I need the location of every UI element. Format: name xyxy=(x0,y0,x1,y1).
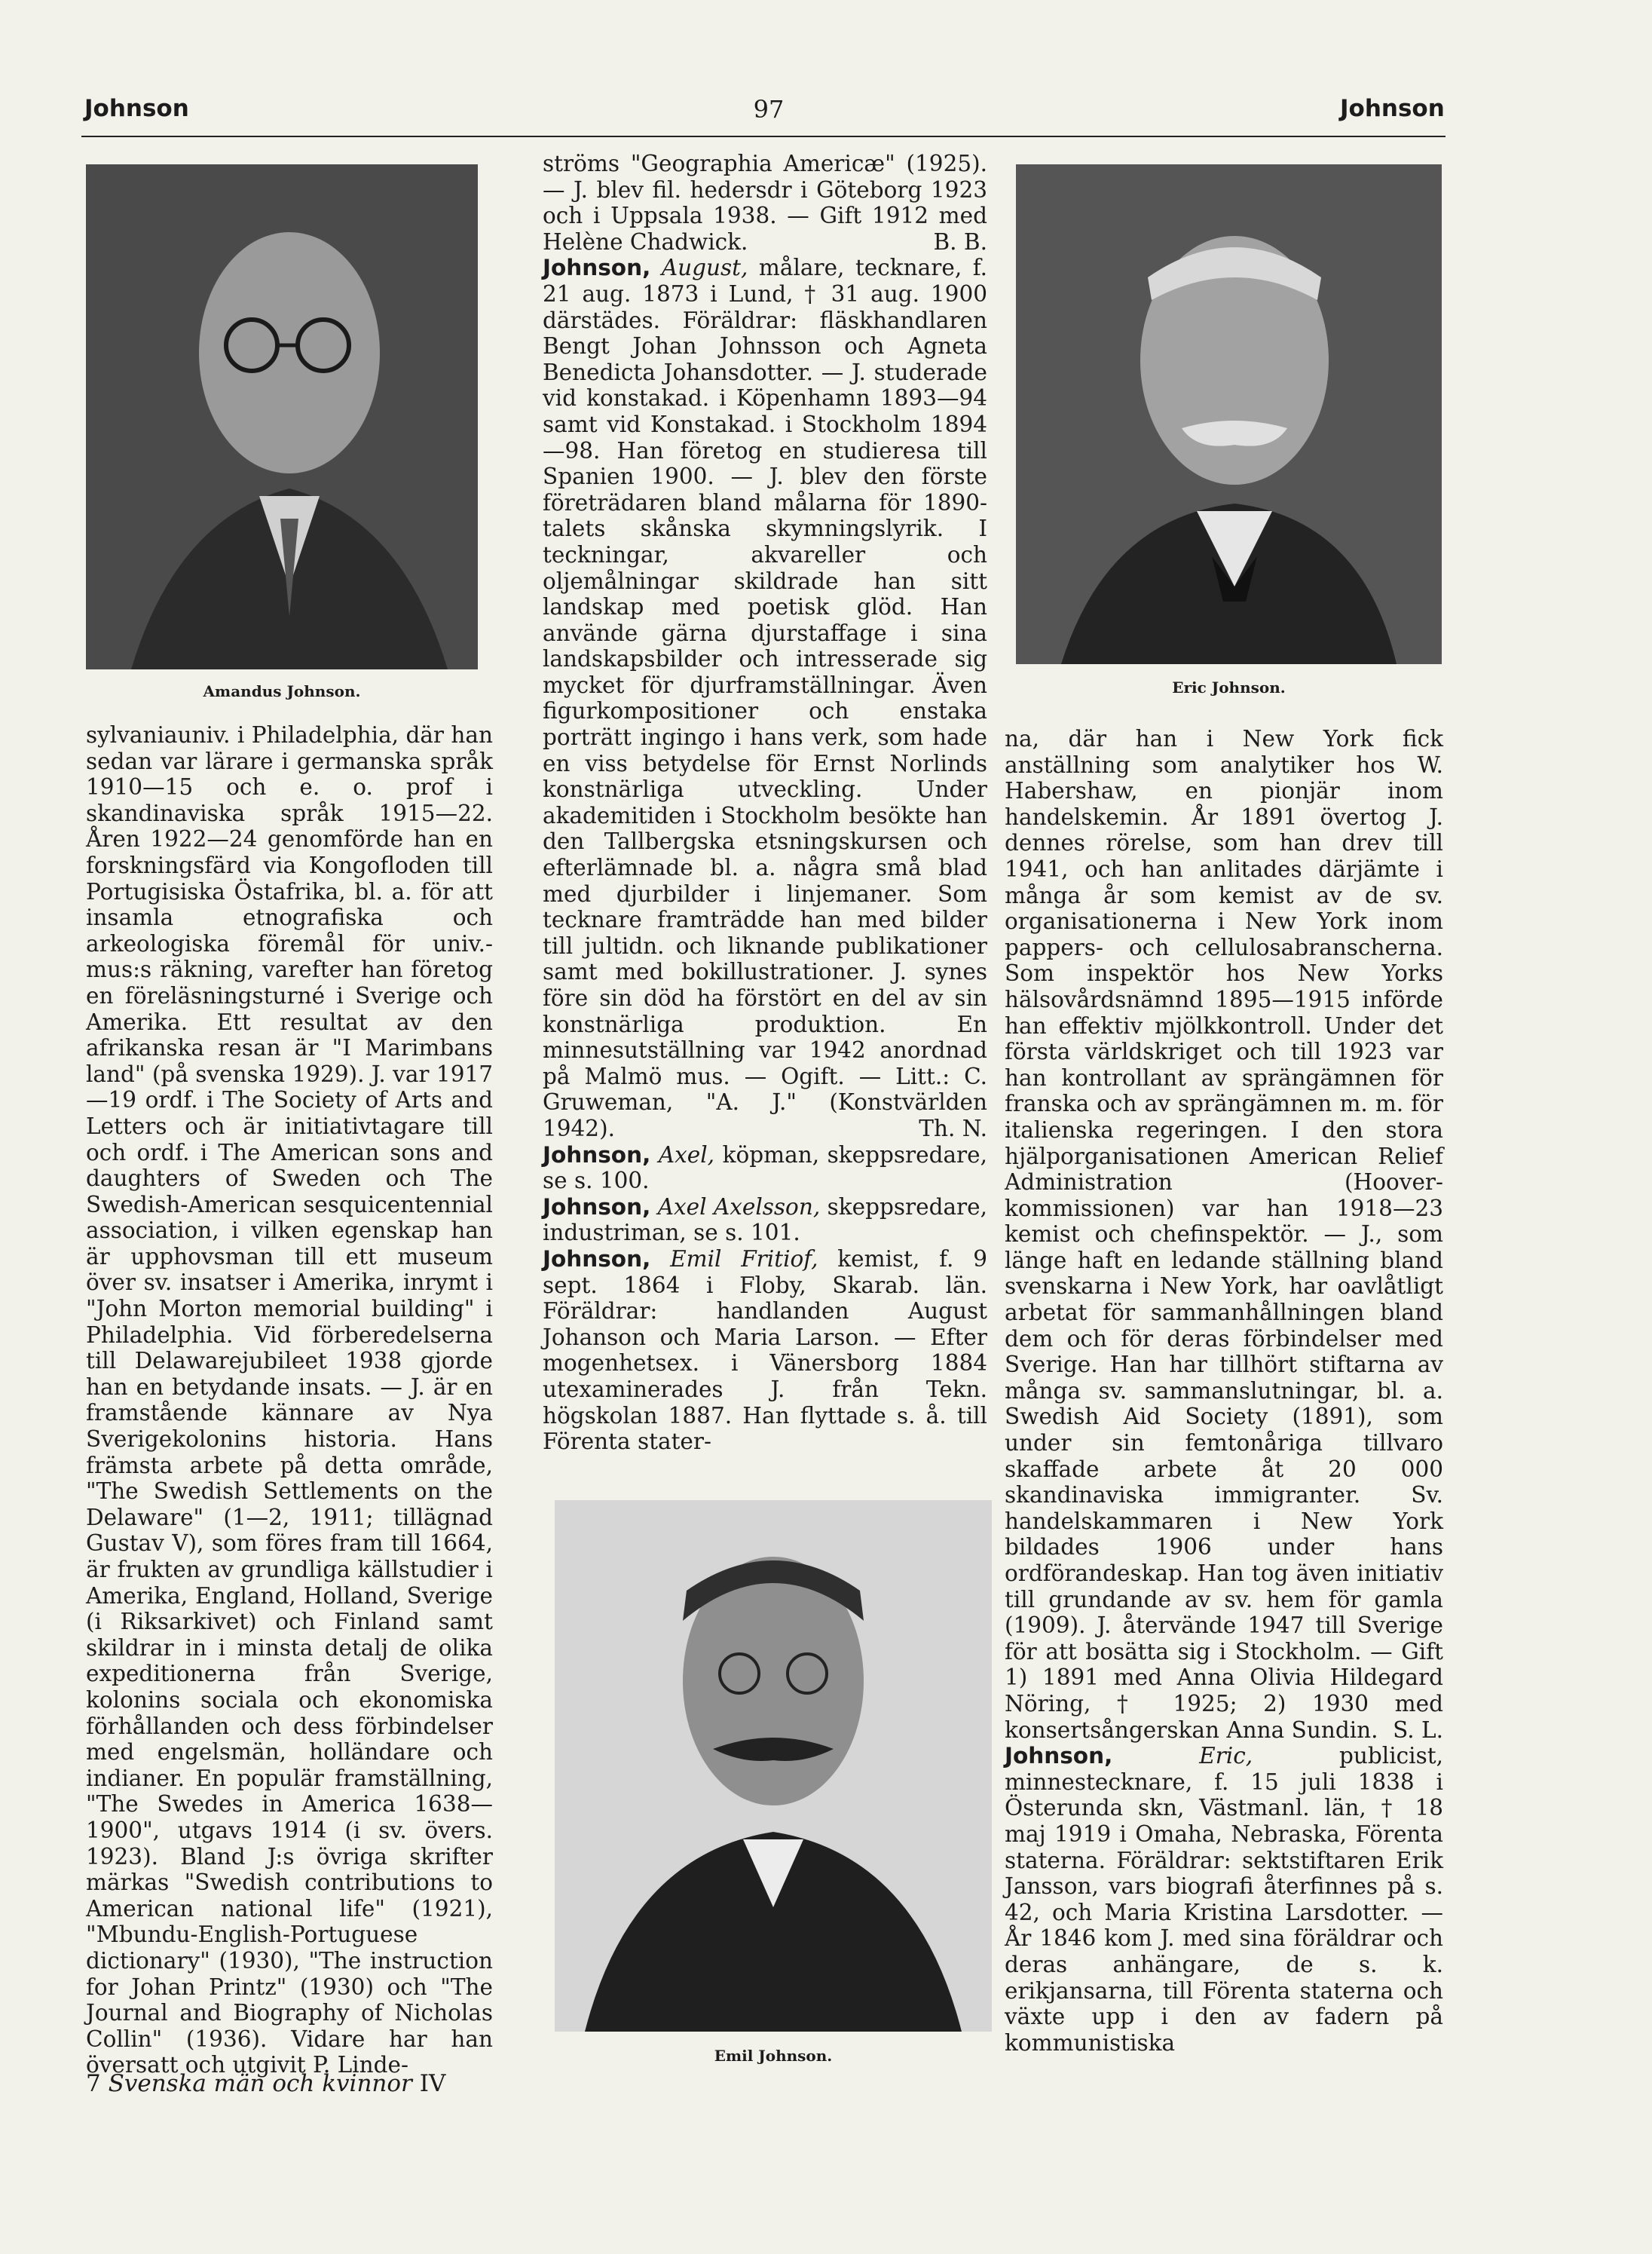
entry-text-axel-axelsson: skeppsredare, industriman, se s. 101. xyxy=(543,1193,987,1246)
entry-name-axel-axelsson: Johnson, xyxy=(543,1193,651,1220)
entry-firstname-emil: Emil Fritiof, xyxy=(670,1245,818,1272)
column-1-text: sylvaniauniv. i Philadelphia, där han sedan var lärare i germanska språk 1910—15 och e. o. prof i skandinaviska språk 1915—22. Åren 1922—24 genomförde han en forskningsfärd via Kongofloden till Portugisiska Östafrika, bl. a. för att insamla etnografiska och arkeologiska föremål för univ.-mus:s räkning, varefter han företog en föreläsningsturné i Sverige och Amerika. Ett resultat av den afrikanska resan är "I Marimbans land" (på svenska 1929). J. var 1917—19 ordf. i The Society of Arts and Letters och är initiativtagare till och ordf. i The American sons and daughters of Sweden och The Swedish-American sesquicentennial association, i vilken egenskap han är upphovsman till ett museum över sv. insatser i Amerika, inrymt i "John Morton memorial building" i Philadelphia. Vid förberedelserna till Delawarejubileet 1938 gjorde han en betydande insats. — J. är en framstående kännare av Nya Sverigekolonins historia. Hans främsta arbete på detta område, "The Swedish Settlements on the Delaware" (1—2, 1911; tillägnad Gustav V), som föres fram till 1664, är frukten av grundliga källstudier i Amerika, England, Holland, Sverige (i Riksarkivet) och Finland samt skildrar in i minsta detalj de olika expeditionerna från Sverige, kolonins sociala och ekonomiska förhållanden och dess förbindelser med engelsmän, holländare och indianer. En populär framställning, "The Swedes in America 1638—1900", utgavs 1914 (i sv. övers. 1923). Bland J:s övriga skrifter märkas "Swedish contributions to American national life" (1921), "Mbundu-English-Portuguese dictionary" (1930), "The instruction for Johan Printz" (1930) och "The Journal and Biography of Nicholas Collin" (1936). Vidare har han översatt och utgivit P. Linde- xyxy=(86,722,493,2078)
entry-text-eric: publicist, minnestecknare, f. 15 juli 1838 i Österunda skn, Västmanl. län, † 18 maj 1919 i Omaha, Nebraska, Förenta staterna. Föräldrar: sektstiftaren Erik Jansson, vars biografi återfinnes på s. 42, och Maria Kristina Larsdotter. — År 1846 kom J. med sina föräldrar och deras anhängare, de s. k. erikjansarna, till Förenta staterna och växte upp i den av fadern på kommunistiska xyxy=(1005,1743,1443,2056)
signature-sl: S. L. xyxy=(1393,1717,1443,1743)
signature-thn: Th. N. xyxy=(919,1115,987,1141)
footer-signature-number: 7 xyxy=(86,2070,101,2097)
running-header-left: Johnson xyxy=(84,95,189,122)
column-1 xyxy=(86,722,493,2078)
column-2 xyxy=(543,151,987,1455)
header-rule xyxy=(81,136,1446,137)
running-header-right: Johnson xyxy=(1340,95,1445,122)
entry-name-august: Johnson, xyxy=(543,255,651,281)
entry-text-axel: köpman, skeppsredare, se s. 100. xyxy=(543,1141,987,1194)
caption-amandus-johnson: Amandus Johnson. xyxy=(203,682,361,700)
entry-name-eric: Johnson, xyxy=(1005,1743,1113,1769)
entry-firstname-eric: Eric, xyxy=(1199,1743,1253,1769)
page-footer xyxy=(86,2070,445,2097)
entry-firstname-august: August, xyxy=(661,255,748,281)
entry-name-axel: Johnson, xyxy=(543,1141,651,1168)
entry-text-emil-continued: na, där han i New York fick anställning som analytiker hos W. Habershaw, en pionjär inom handelskemin. År 1891 övertog J. dennes rörelse, som han drev till 1941, och han anlitades därjämte i många år som kemist av de sv. organisationerna i New York inom pappers- och cellulosabranscherna. Som inspektör hos New Yorks hälsovårdsnämnd 1895—1915 införde han effektiv mjölkkontroll. Under det första världskriget och till 1923 var han kontrollant av sprängämnen för franska och av sprängämnen m. m. för italienska regeringen. I den stora hjälporganisationen American Relief Administration (Hoover-kommissionen) var han 1918—23 kemist och chefinspektör. — J., som länge haft en ledande ställning bland svenskarna i New York, har oavlåtligt arbetat för sammanhållningen bland dem och för deras förbindelser med Sverige. Han har tillhört stiftarna av många sv. sammanslutningar, bl. a. Swedish Aid Society (1891), som under sin femtonåriga tillvaro skaffade arbete åt 20 000 skandinaviska immigranter. Sv. handelskammaren i New York bildades 1906 under hans ordförandeskap. Han tog även initiativ till grundande av sv. hem för gamla (1909). J. återvände 1947 till Sverige för att bosätta sig i Stockholm. — Gift 1) 1891 med Anna Olivia Hildegard Nöring, † 1925; 2) 1930 med konsertsångerskan Anna Sundin. xyxy=(1005,726,1443,1743)
portrait-emil-johnson xyxy=(555,1500,992,2032)
entry-continuation-text: ströms "Geographia Americæ" (1925). — J. blev fil. hedersdr i Göteborg 1923 och i Uppsala 1938. — Gift 1912 med Helène Chadwick. xyxy=(543,151,987,255)
page-number: 97 xyxy=(753,95,785,124)
caption-emil-johnson: Emil Johnson. xyxy=(714,2047,833,2065)
entry-text-emil: kemist, f. 9 sept. 1864 i Floby, Skarab. län. Föräldrar: handlanden August Johanson och Maria Larson. — Efter mogenhetsex. i Vänersborg 1884 utexaminerades J. från Tekn. högskolan 1887. Han flyttade s. å. till Förenta stater- xyxy=(543,1245,987,1455)
footer-volume: IV xyxy=(419,2070,446,2097)
portrait-amandus-johnson xyxy=(86,164,478,669)
entry-text-august: målare, tecknare, f. 21 aug. 1873 i Lund, † 31 aug. 1900 därstädes. Föräldrar: fläskhandlaren Bengt Johan Johnsson och Agneta Benedicta Johansdotter. — J. studerade vid konstakad. i Köpenhamn 1893—94 samt vid Konstakad. i Stockholm 1894—98. Han företog en studieresa till Spanien 1900. — J. blev den förste företrädaren bland målarna för 1890-talets skånska skymningslyrik. I teckningar, akvareller och oljemålningar skildrade han sitt landskap med poetisk glöd. Han använde gärna djurstaffage i sina landskapsbilder och intresserade sig mycket för djurframställningar. Även figurkompositioner och enstaka porträtt ingingo i hans verk, som hade en viss betydelse för Ernst Norlinds konstnärliga utveckling. Under akademitiden i Stockholm besökte han den Tallbergska etsningskursen och efterlämnade bl. a. några små blad med djurbilder i linjemaner. Som tecknare framträdde han med bilder till jultidn. och liknande publikationer samt med bokillustrationer. J. synes före sin död ha förstört en del av sin konstnärliga produktion. En minnesutställning var 1942 anordnad på Malmö mus. — Ogift. — Litt.: C. Gruweman, "A. J." (Konstvärlden 1942). xyxy=(543,255,987,1141)
caption-eric-johnson: Eric Johnson. xyxy=(1172,678,1286,697)
entry-firstname-axel: Axel, xyxy=(658,1141,715,1168)
footer-book-title: Svenska män och kvinnor xyxy=(108,2070,412,2097)
entry-firstname-axel-axelsson: Axel Axelsson, xyxy=(657,1193,821,1220)
column-3 xyxy=(1005,726,1443,2056)
entry-name-emil: Johnson, xyxy=(543,1245,651,1272)
portrait-eric-johnson xyxy=(1016,164,1442,664)
signature-bb: B. B. xyxy=(933,228,987,255)
